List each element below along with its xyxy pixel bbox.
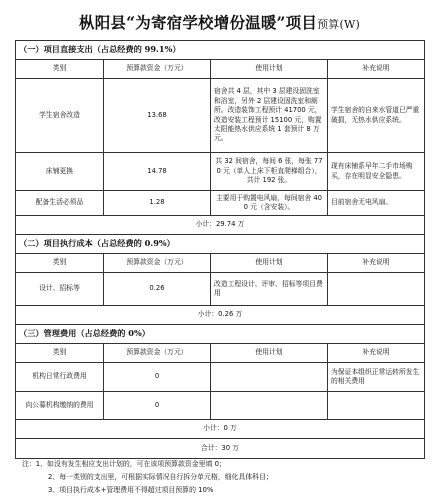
column-header-row [16, 60, 425, 79]
row-category: 向公募机构缴纳的费用 [16, 392, 104, 420]
footnote-text: 1、如没有发生相应支出计划的，可在该项预算款资金里填 0； [35, 460, 226, 468]
section-3-heading: （三）管理费用（占总经费的 0%） [16, 325, 425, 344]
col-header-category: 类别 [16, 254, 104, 273]
row-note: 目前宿舍无电风扇。 [328, 191, 425, 216]
total-row [16, 439, 425, 459]
row-plan: 主要用于购置电风扇，每间宿舍 400 元（含安装）。 [211, 191, 328, 216]
col-header-note: 补充说明 [328, 60, 425, 79]
section-heading-row [16, 235, 425, 254]
row-plan: 宿舍共 4 层，其中 3 层建设固洗室和浴室，另外 2 层建设固洗室和厕所。改造装饰工程预计 41700 元，改造安装工程预计 15100 元，购置太阳能热水供应系统 1 套预计 8 万元。 [211, 79, 328, 153]
row-plan [211, 392, 328, 420]
section-heading-row [16, 41, 425, 60]
row-category: 配备生活必须品 [16, 191, 104, 216]
row-note: 学生宿舍的自来水管道已严重破损，无热水供应系统。 [328, 79, 425, 153]
subtotal-row [16, 306, 425, 325]
row-note: 现有床铺系早年二手市场购买，存在明显安全隐患。 [328, 153, 425, 191]
row-amount: 0 [104, 363, 211, 392]
section-heading-row [16, 325, 425, 344]
subtotal-row [16, 420, 425, 439]
section-1-heading: （一）项目直接支出（占总经费的 99.1%） [16, 41, 425, 60]
col-header-category: 类别 [16, 344, 104, 363]
row-note [328, 273, 425, 306]
section-2-subtotal: 小计：0.26 万 [16, 306, 425, 325]
row-category: 机构日常行政费用 [16, 363, 104, 392]
col-header-note: 补充说明 [328, 254, 425, 273]
row-category: 床铺更换 [16, 153, 104, 191]
subtotal-row [16, 216, 425, 235]
column-header-row [16, 254, 425, 273]
table-row [16, 273, 425, 306]
col-header-plan: 使用计划 [211, 344, 328, 363]
col-header-amount: 预算款资金（万元） [104, 60, 211, 79]
footnote-line: 3、项目执行成本+管理费用不得超过项目预算的 10% [48, 486, 214, 494]
section-1-subtotal: 小计：29.74 万 [16, 216, 425, 235]
table-row [16, 392, 425, 420]
col-header-note: 补充说明 [328, 344, 425, 363]
section-3-subtotal: 小计：0 万 [16, 420, 425, 439]
footnote-prefix: 注： [22, 460, 36, 468]
col-header-category: 类别 [16, 60, 104, 79]
row-plan [211, 363, 328, 392]
document-title [0, 11, 439, 33]
table-row [16, 191, 425, 216]
col-header-amount: 预算款资金（万元） [104, 344, 211, 363]
col-header-plan: 使用计划 [211, 60, 328, 79]
column-header-row [16, 344, 425, 363]
col-header-amount: 预算款资金（万元） [104, 254, 211, 273]
row-note [328, 392, 425, 420]
table-row [16, 153, 425, 191]
footnote-line [22, 458, 432, 471]
footnote-line: 2、每一类别的支出里，可根据实际情况自行拆分单元格，细化具体科目； [48, 473, 273, 481]
grand-total: 合计：30 万 [16, 439, 425, 459]
row-amount: 1.28 [104, 191, 211, 216]
title-suffix: 预算(W) [317, 18, 360, 31]
table-row [16, 79, 425, 153]
row-note: 为保证本组织正常运转所发生的相关费用 [328, 363, 425, 392]
row-amount: 13.68 [104, 79, 211, 153]
section-2-heading: （二）项目执行成本（占总经费的 0.9%） [16, 235, 425, 254]
footnotes [22, 458, 432, 497]
col-header-plan: 使用计划 [211, 254, 328, 273]
row-plan: 改造工程设计、评审、招标等项目费用 [211, 273, 328, 306]
budget-table [15, 40, 425, 459]
row-amount: 0.26 [104, 273, 211, 306]
row-amount: 14.78 [104, 153, 211, 191]
row-plan: 共 32 间宿舍，每间 6 张，每张 770 元（单人上床下柜直爬梯组合），共计 192 张。 [211, 153, 328, 191]
table-row [16, 363, 425, 392]
row-category: 学生宿舍改造 [16, 79, 104, 153]
row-category: 设计、招标等 [16, 273, 104, 306]
row-amount: 0 [104, 392, 211, 420]
title-main: 枞阳县“为寄宿学校增份温暖”项目 [79, 13, 318, 32]
